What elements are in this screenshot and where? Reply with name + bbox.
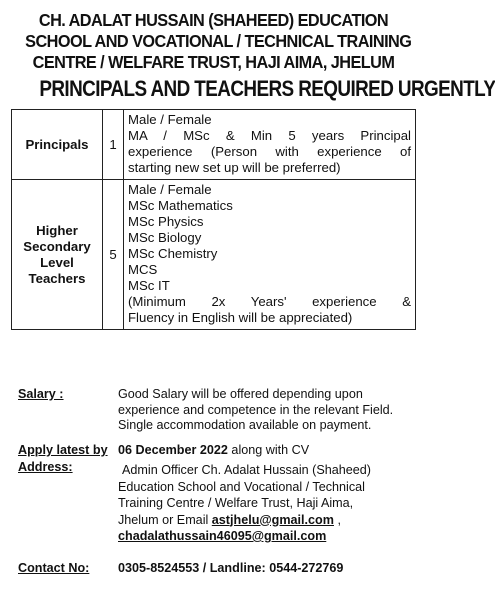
address-label: Address: xyxy=(18,460,73,474)
table-row xyxy=(12,180,416,330)
apply-section xyxy=(18,443,413,459)
requirement-line: MSc Chemistry xyxy=(128,246,218,261)
requirement-line: Male / Female xyxy=(128,182,212,197)
email-separator: , xyxy=(333,512,341,527)
requirement-line: MSc Mathematics xyxy=(128,198,233,213)
contact-text xyxy=(118,561,404,577)
header-line-3: CENTRE / WELFARE TRUST, HAJI AIMA, JHELUM xyxy=(32,52,395,72)
institution-header xyxy=(25,10,412,73)
address-line xyxy=(118,512,404,529)
email-link-2[interactable]: chadalathussain46095@gmail.com xyxy=(118,529,327,543)
post-name xyxy=(12,180,103,330)
requirement-line: Male / Female xyxy=(128,112,212,127)
salary-label: Salary : xyxy=(18,387,64,401)
salary-line: Good Salary will be offered depending upon xyxy=(118,387,363,401)
posts-table xyxy=(11,109,416,330)
address-text xyxy=(118,462,404,545)
post-name: Principals xyxy=(12,110,103,180)
apply-date: 06 December 2022 xyxy=(118,443,228,457)
salary-line: experience and competence in the relevant Field. xyxy=(118,402,394,417)
salary-line: Single accommodation available on payment. xyxy=(118,418,372,432)
contact-value: 0305-8524553 / Landline: 0544-272769 xyxy=(118,561,344,575)
salary-section xyxy=(18,387,413,437)
requirement-line: MSc IT xyxy=(128,278,170,293)
contact-section xyxy=(18,561,413,579)
requirement-line: MA / MSc & Min 5 years Principal xyxy=(128,128,411,143)
header-line-1: CH. ADALAT HUSSAIN (SHAHEED) EDUCATION xyxy=(38,10,389,30)
requirement-line: experience (Person with experience of xyxy=(128,144,411,159)
post-requirements xyxy=(124,180,416,330)
requirement-line: starting new set up will be preferred) xyxy=(128,160,341,175)
requirement-line: MSc Physics xyxy=(128,214,204,229)
post-name-line: Level xyxy=(40,254,74,270)
email-link-1[interactable]: astjhelu@gmail.com xyxy=(211,512,334,527)
post-name-line: Teachers xyxy=(28,270,86,286)
address-line xyxy=(118,528,404,545)
address-email-prefix: Jhelum or Email xyxy=(118,512,212,527)
requirement-line: Fluency in English will be appreciated) xyxy=(128,310,353,325)
requirement-line: MSc Biology xyxy=(128,230,202,245)
contact-label: Contact No: xyxy=(18,561,90,575)
apply-label: Apply latest by xyxy=(18,443,108,457)
address-section xyxy=(18,460,413,560)
address-line: Training Centre / Welfare Trust, Haji Aima, xyxy=(118,496,354,510)
requirement-line: MCS xyxy=(128,262,158,277)
address-line: Education School and Vocational / Technical xyxy=(118,479,365,494)
salary-text xyxy=(118,387,404,434)
requirement-line: (Minimum 2x Years' experience & xyxy=(128,294,411,309)
headline: PRINCIPALS AND TEACHERS REQUIRED URGENTLY xyxy=(39,76,495,101)
header-line-2: SCHOOL AND VOCATIONAL / TECHNICAL TRAINING xyxy=(25,31,412,51)
post-name-line: Secondary xyxy=(23,238,91,254)
post-count: 5 xyxy=(103,180,124,330)
table-row xyxy=(12,110,416,180)
apply-suffix: along with CV xyxy=(227,443,310,457)
post-count: 1 xyxy=(103,110,124,180)
address-line: Admin Officer Ch. Adalat Hussain (Shaheed) xyxy=(122,463,371,477)
post-name-line: Higher xyxy=(36,222,78,238)
post-requirements xyxy=(124,110,416,180)
apply-text xyxy=(118,443,404,459)
